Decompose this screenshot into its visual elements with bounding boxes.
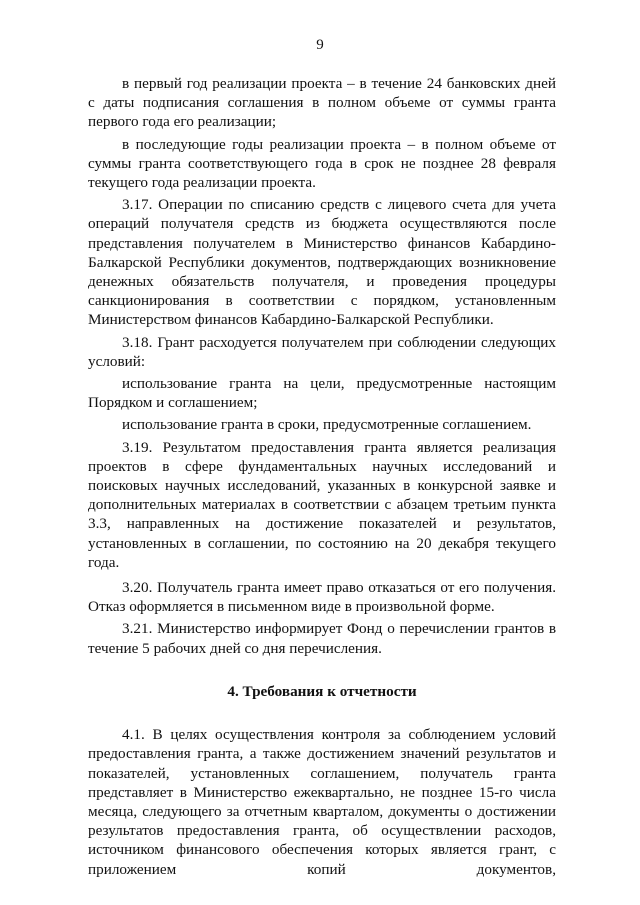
paragraph-payment-following-years: в последующие годы реализации проекта – в полном объеме от суммы гранта соответствующего года в срок не позднее 28 февраля текущего года реализации проекта. <box>88 135 556 192</box>
paragraph-condition-purpose: использование гранта на цели, предусмотренные настоящим Порядком и соглашением; <box>88 375 556 412</box>
paragraph-3-17: 3.17. Операции по списанию средств с лицевого счета для учета операций получателя средств из бюджета осуществляются после представления получателем в Министерство финансов Кабардино-Балкарской Республики документов, подтверждающих возникновение денежных обязательств получателя, и проведения процедуры санкционирования в соответствии с порядком, установленным Министерством финансов Кабардино-Балкарской Республики. <box>88 196 556 329</box>
page-number: 9 <box>316 37 324 53</box>
paragraph-3-20: 3.20. Получатель гранта имеет право отказаться от его получения. Отказ оформляется в письменном виде в произвольной форме. <box>88 579 556 616</box>
paragraph-payment-first-year: в первый год реализации проекта – в течение 24 банковских дней с даты подписания соглашения в полном объеме от суммы гранта первого года его реализации; <box>88 75 556 131</box>
paragraph-3-19: 3.19. Результатом предоставления гранта является реализация проектов в сфере фундаментальных научных исследований и поисковых научных исследований, указанных в конкурсной заявке и дополнительных материалах в соответствии с абзацем третьим пункта 3.3, направленных на достижение показателей и результатов, установленных в соглашении, по состоянию на 20 декабря текущего года. <box>88 438 556 571</box>
paragraph-condition-terms: использование гранта в сроки, предусмотренные соглашением. <box>122 416 532 434</box>
paragraph-4-1: 4.1. В целях осуществления контроля за соблюдением условий предоставления гранта, а также достижением значений результатов и показателей, установленных соглашением, получатель гранта представляет в Министерство ежеквартально, не позднее 15-го числа месяца, следующего за отчетным кварталом, документы о достижении результатов предоставления гранта, об осуществлении расходов, источником финансового обеспечения которых является грант, с приложением копий документов, <box>88 726 556 878</box>
paragraph-3-21: 3.21. Министерство информирует Фонд о перечислении грантов в течение 5 рабочих дней со дня перечисления. <box>88 620 556 657</box>
document-body <box>88 74 556 879</box>
section-heading: 4. Требования к отчетности <box>227 682 417 700</box>
paragraph-3-18: 3.18. Грант расходуется получателем при соблюдении следующих условий: <box>88 333 556 370</box>
